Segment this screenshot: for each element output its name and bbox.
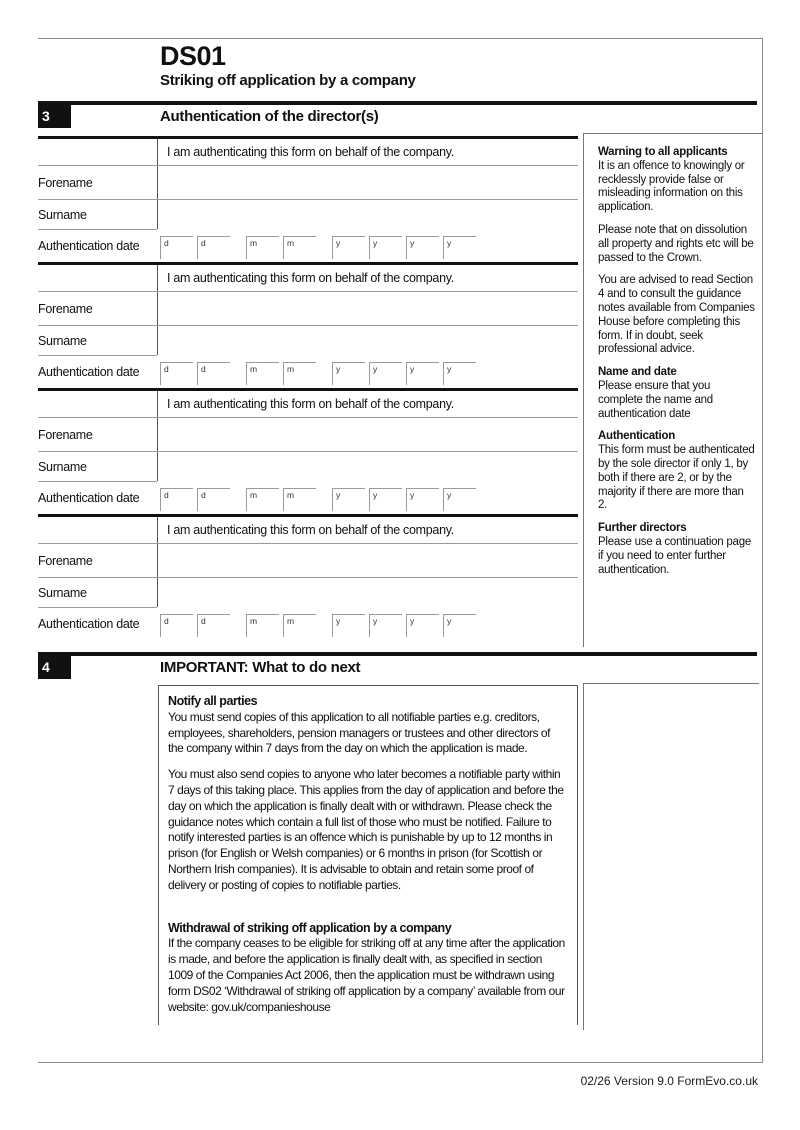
sidebar-note-heading: Authentication [598, 430, 675, 443]
form-code: DS01 [160, 41, 226, 71]
sidebar-note-further-directors [598, 522, 755, 577]
forename-field[interactable] [157, 166, 578, 199]
statement-spacer [38, 139, 157, 165]
date-box-month1[interactable]: m [246, 488, 279, 511]
surname-field[interactable] [157, 200, 578, 229]
auth-statement: I am authenticating this form on behalf of the company. [157, 517, 578, 543]
date-box-year1[interactable]: y [332, 488, 365, 511]
surname-field[interactable] [157, 452, 578, 481]
date-box-day2[interactable]: d [197, 614, 230, 637]
what-to-do-next-box [158, 685, 578, 1025]
section-3-title: Authentication of the director(s) [160, 108, 379, 125]
auth-statement: I am authenticating this form on behalf of the company. [157, 265, 578, 291]
date-box-day2[interactable]: d [197, 362, 230, 385]
date-box-month2[interactable]: m [283, 488, 316, 511]
section-4-divider [38, 652, 757, 656]
sidebar-note-body: Please ensure that you complete the name and authentication date [598, 379, 713, 420]
date-box-year2[interactable]: y [369, 362, 402, 385]
date-box-day1[interactable]: d [160, 236, 193, 259]
date-box-year1[interactable]: y [332, 236, 365, 259]
date-box-day1[interactable]: d [160, 614, 193, 637]
date-box-month2[interactable]: m [283, 614, 316, 637]
forename-field[interactable] [157, 292, 578, 325]
forename-label: Forename [38, 175, 93, 190]
date-box-year1[interactable]: y [332, 362, 365, 385]
date-box-year2[interactable]: y [369, 236, 402, 259]
surname-label: Surname [38, 333, 87, 348]
section-4-number: 4 [38, 656, 71, 679]
surname-field[interactable] [157, 578, 578, 607]
surname-field[interactable] [157, 326, 578, 355]
date-box-year1[interactable]: y [332, 614, 365, 637]
forename-label: Forename [38, 301, 93, 316]
auth-date-label: Authentication date [38, 229, 157, 261]
sidebar-note-dissolution [598, 224, 755, 265]
date-box-day1[interactable]: d [160, 488, 193, 511]
date-box-year3[interactable]: y [406, 614, 439, 637]
sidebar-note-body: It is an offence to knowingly or recklessly provide false or misleading information on this application. [598, 159, 745, 214]
sidebar-note-heading: Warning to all applicants [598, 146, 728, 158]
date-box-year4[interactable]: y [443, 614, 476, 637]
auth-statement: I am authenticating this form on behalf of the company. [157, 139, 578, 165]
date-box-year4[interactable]: y [443, 488, 476, 511]
sidebar-note-body: Please use a continuation page if you need to enter further authentication. [598, 535, 751, 576]
date-box-year2[interactable]: y [369, 488, 402, 511]
sidebar-note-body: This form must be authenticated by the sole director if only 1, by both if there are 2, or by the majority if there are more than 2. [598, 444, 755, 512]
notify-all-parties-heading: Notify all parties [168, 694, 258, 708]
statement-spacer [38, 391, 157, 417]
auth-block-3 [38, 388, 578, 514]
surname-label: Surname [38, 207, 87, 222]
footer-version-text: 02/26 Version 9.0 FormEvo.co.uk [580, 1074, 758, 1088]
forename-field[interactable] [157, 544, 578, 577]
form-title: Striking off application by a company [160, 72, 416, 89]
date-box-year3[interactable]: y [406, 236, 439, 259]
date-box-month1[interactable]: m [246, 614, 279, 637]
date-box-day2[interactable]: d [197, 236, 230, 259]
notify-paragraph-2: You must also send copies to anyone who later becomes a notifiable party within 7 days of this taking place. This applies from the day of application and before the day on which the application is finally dealt with or withdrawn. Please check the guidance notes which contain a full list of those who must be notified. Failure to notify interested parties is an offence which is punishable by up to 12 months in prison (for English or Welsh companies) or 6 months in prison (for Scottish or Northern Irish companies). It is advisable to obtain and retain some proof of delivery or posting of copies to notifiable parties. [168, 767, 564, 892]
date-box-month2[interactable]: m [283, 236, 316, 259]
auth-date-boxes [157, 355, 578, 387]
date-box-year4[interactable]: y [443, 236, 476, 259]
section-3-divider [38, 101, 757, 105]
withdrawal-heading: Withdrawal of striking off application by a company [168, 920, 452, 935]
auth-date-label: Authentication date [38, 355, 157, 387]
sidebar-note-warning [598, 146, 755, 215]
sidebar-note-authentication [598, 430, 755, 513]
sidebar-note-name-date [598, 366, 755, 421]
auth-date-label: Authentication date [38, 481, 157, 513]
surname-label: Surname [38, 459, 87, 474]
forename-label: Forename [38, 427, 93, 442]
section-3-number: 3 [38, 105, 71, 128]
date-box-day1[interactable]: d [160, 362, 193, 385]
date-box-month1[interactable]: m [246, 236, 279, 259]
sidebar-note-heading: Name and date [598, 366, 677, 379]
forename-label: Forename [38, 553, 93, 568]
auth-statement: I am authenticating this form on behalf of the company. [157, 391, 578, 417]
section-4-side-panel [583, 683, 759, 1030]
auth-block-4 [38, 514, 578, 640]
auth-date-boxes [157, 229, 578, 261]
sidebar-note-body: Please note that on dissolution all property and rights etc will be passed to the Crown. [598, 223, 754, 264]
date-box-month1[interactable]: m [246, 362, 279, 385]
auth-block-2 [38, 262, 578, 388]
auth-block-1 [38, 136, 578, 262]
forename-field[interactable] [157, 418, 578, 451]
sidebar-note-advice [598, 274, 755, 357]
date-box-year3[interactable]: y [406, 362, 439, 385]
auth-date-boxes [157, 607, 578, 639]
statement-spacer [38, 265, 157, 291]
sidebar-note-body: You are advised to read Section 4 and to consult the guidance notes available from Companies House before completing this form. If in doubt, seek professional advice. [598, 274, 755, 356]
statement-spacer [38, 517, 157, 543]
section-4-title: IMPORTANT: What to do next [160, 659, 361, 676]
sidebar-note-heading: Further directors [598, 522, 687, 535]
guidance-sidebar [583, 133, 763, 647]
auth-date-label: Authentication date [38, 607, 157, 639]
notify-paragraph-1: You must send copies of this application to all notifiable parties e.g. creditors, employees, shareholders, pension managers or trustees and other directors of the company within 7 days from the day on which the application is made. [168, 709, 551, 756]
surname-label: Surname [38, 585, 87, 600]
withdrawal-paragraph: If the company ceases to be eligible for striking off at any time after the application is made, and before the application is finally dealt with, as specified in section 1009 of the Companies Act 2006, then the application must be withdrawn using form DS02 ‘Withdrawal of striking off application by a company’ available from our website: gov.uk/companieshouse [168, 936, 565, 1014]
date-box-year4[interactable]: y [443, 362, 476, 385]
date-box-year3[interactable]: y [406, 488, 439, 511]
date-box-day2[interactable]: d [197, 488, 230, 511]
auth-date-boxes [157, 481, 578, 513]
date-box-year2[interactable]: y [369, 614, 402, 637]
date-box-month2[interactable]: m [283, 362, 316, 385]
